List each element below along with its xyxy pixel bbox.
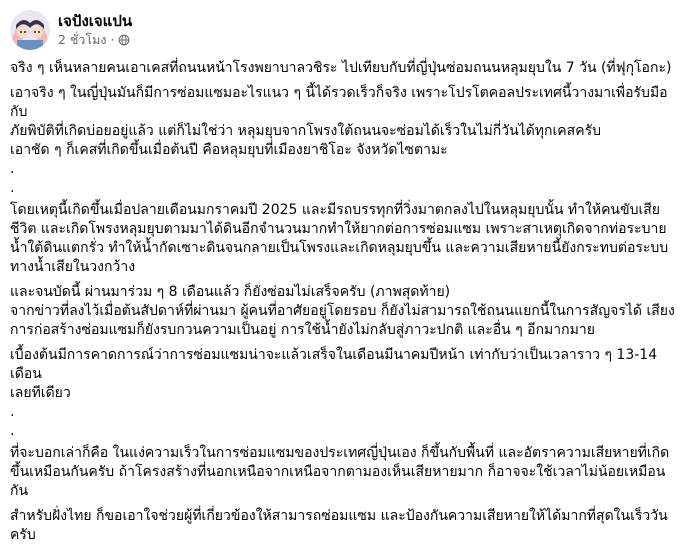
post-header: [10, 10, 132, 50]
post-paragraph: สำหรับฝั่งไทย ก็ขอเอาใจช่วยผู้ที่เกี่ยวข้องให้สามารถซ่อมแซม และป้องกันความเสียหายให้ได้มากที่สุดในเร็ววัน ครับ: [10, 508, 668, 543]
post-body: [10, 59, 682, 545]
avatar-illustration-icon: [10, 10, 50, 50]
post-paragraph: และจนบัดนี้ ผ่านมาร่วม ๆ 8 เดือนแล้ว ก็ยังซ่อมไม่เสร็จครับ (ภาพสุดท้าย) จากข่าวที่ลงไว้เมื่อต้นสัปดาห์ที่ผ่านมา ผู้คนที่อาศัยอยู่โดยรอบ ก็ยังไม่สามารถใช้ถนนแยกนี้ในการสัญจรได้ เสียง การก่อสร้างซ่อมแซมก็ยังรบกวนความเป็นอยู่ การใช้น้ำยังไม่กลับสู่ภาวะปกติ และอื่น ๆ อีกมากมาย: [10, 284, 675, 338]
meta-separator: ·: [110, 32, 115, 47]
post-paragraph: โดยเหตุนี้เกิดขึ้นเมื่อปลายเดือนมกราคมปี 2025 และมีรถบรรทุกที่วิ่งมาตกลงไปในหลุมยุบนั้น ทำให้คนขับเสีย ชีวิต และเกิดโพรงหลุมยุบตามมาได้ดินอีกจำนวนมากทำให้ยากต่อการซ่อมแซม เพราะสาเหตุเกิดจากท่อระบาย น้ำใต้ดินแตกรั่ว ทำให้น้ำกัดเซาะดินจนกลายเป็นโพรงและเกิดหลุมยุบขึ้น และความเสียหายนี้ยังกระทบต่อระบบ ทางน้ำเสียในวงกว้าง: [10, 202, 669, 275]
post-paragraph: จริง ๆ เห็นหลายคนเอาเคสที่ถนนหน้าโรงพยาบาลวชิระ ไปเทียบกับที่ญี่ปุ่นซ่อมถนนหลุมยุบใน 7 วัน (ที่ฟุกุโอกะ): [10, 60, 672, 76]
author-name[interactable]: เจปังเจแปน: [58, 12, 133, 30]
post-paragraph: ที่จะบอกเล่าก็คือ ในแง่ความเร็วในการซ่อมแซมของประเทศญี่ปุ่นเอง ก็ขึ้นกับพื้นที่ และอัตราความเสียหายที่เกิด ขึ้นเหมือนกันครับ ถ้าโครงสร้างที่นอกเหนือจากเหนือจากตามองเห็นเสียหายมาก ก็อาจจะใช้เวลาไม่น้อยเหมือนกัน: [10, 445, 670, 499]
post-meta: [58, 31, 132, 49]
post-spacer-dot: .: [10, 404, 15, 420]
post-paragraph: เอาจริง ๆ ในญี่ปุ่นมันก็มีการซ่อมแซมอะไรแนว ๆ นี้ได้รวดเร็วก็จริง เพราะโปรโตคอลประเทศนี้วางมาเพื่อรับมือกับ ภัยพิบัติที่เกิดบ่อยอยู่แล้ว แต่ก็ไม่ใช่ว่า หลุมยุบจากโพรงใต้ถนนจะซ่อมได้เร็วในไม่กี่วันได้ทุกเคสครับ เอาชัด ๆ ก็เคสที่เกิดขึ้นเมื่อต้นปี คือหลุมยุบที่เมืองยาชิโอะ จังหวัดไซตามะ: [10, 85, 668, 158]
post-spacer-dot: .: [10, 180, 15, 196]
author-avatar[interactable]: [10, 10, 50, 50]
post-spacer-dot: .: [10, 423, 15, 439]
post-paragraph: เบื้องต้นมีการคาดการณ์ว่าการซ่อมแซมน่าจะแล้วเสร็จในเดือนมีนาคมปีหน้า เท่ากับว่าเป็นเวลาราว ๆ 13-14 เดือน เลยทีเดียว: [10, 347, 658, 401]
globe-icon[interactable]: [118, 34, 130, 46]
post-timestamp[interactable]: 2 ชั่วโมง: [58, 32, 107, 47]
post-spacer-dot: .: [10, 161, 15, 177]
